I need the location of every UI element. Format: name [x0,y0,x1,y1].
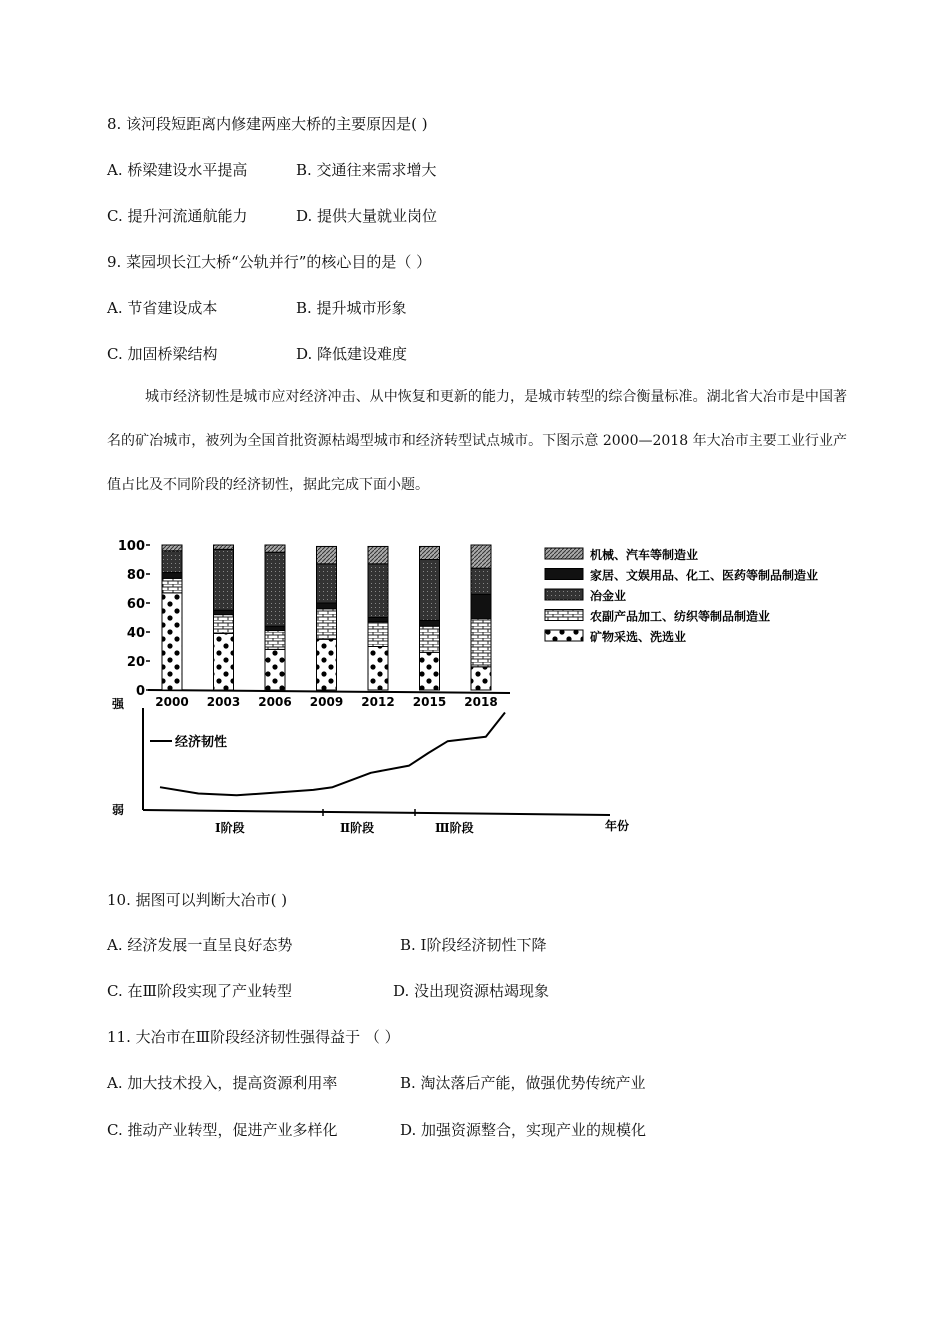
q9-option-b: B. 提升城市形象 [296,299,407,317]
q10-option-c: C. 在Ⅲ阶段实现了产业转型 [107,982,292,1000]
bar-segment-black [162,573,182,579]
y-high-label: 强 [112,697,125,711]
bar-segment-hatch [471,545,491,568]
bar-segment-brick [265,631,285,650]
bar-segment-grey [214,549,234,610]
y-tick-label: 100 [117,539,145,554]
bar-segment-brick [471,619,491,667]
q8-option-d: D. 提供大量就业岗位 [296,207,438,225]
q8-stem: 8. 该河段短距离内修建两座大桥的主要原因是( ) [107,115,428,133]
bar-segment-hatch [317,546,337,563]
resilience-x-axis [143,810,610,815]
legend-swatch [545,630,583,641]
stage-3-label: Ⅲ阶段 [435,821,474,835]
bar-segment-black [265,626,285,630]
bar-segment-hatch [162,545,182,551]
q11-option-c: C. 推动产业转型，促进产业多样化 [107,1121,338,1139]
q11-option-b: B. 淘汰落后产能，做强优势传统产业 [400,1074,646,1092]
bar-segment-brick [214,615,234,634]
x-tick-label: 2000 [155,695,189,709]
q9-option-a: A. 节省建设成本 [107,299,218,317]
y-tick-label: 40 [126,626,145,641]
passage: 城市经济韧性是城市应对经济冲击、从中恢复和更新的能力，是城市转型的综合衡量标准。湖北省大冶市是中国著名的矿冶城市，被列为全国首批资源枯竭型城市和经济转型试点城市。下图示意 2000—2018 年大冶市主要工业行业产值占比及不同阶段的经济韧性，据此完成下面小题。 [107,389,847,493]
legend-label: 家居、文娱用品、化工、医药等制品制造业 [590,568,819,583]
bar-segment-grey [368,564,388,618]
q8-option-b: B. 交通往来需求增大 [296,161,437,179]
bar-segment-grey [471,568,491,594]
bar-segment-grey [317,564,337,603]
bar-segment-grey [265,552,285,626]
bar-segment-black [368,618,388,622]
x-tick-label: 2015 [412,695,447,709]
x-tick-label: 2003 [206,695,241,709]
bar-segment-brick [162,578,182,593]
q8-option-a: A. 桥梁建设水平提高 [107,161,248,179]
q10-option-b: B. Ⅰ阶段经济韧性下降 [400,936,547,954]
legend-label: 矿物采选、洗选业 [590,630,687,644]
x-tick-label: 2012 [361,695,395,709]
q9-stem: 9. 菜园坝长江大桥“公轨并行”的核心目的是（ ） [107,253,432,271]
q8-option-c: C. 提升河流通航能力 [107,207,248,225]
q10-option-a: A. 经济发展一直呈良好态势 [107,936,293,954]
bar-segment-brick [420,626,440,652]
y-tick-label: 0 [135,684,145,699]
bar-segment-dots [162,593,182,690]
bar-segment-dots [265,649,285,690]
legend-swatch [545,610,583,621]
q10-stem: 10. 据图可以判断大冶市( ) [107,891,288,909]
y-tick-label: 60 [126,597,145,612]
y-tick-label: 80 [126,568,145,583]
legend-swatch [545,569,583,580]
bar-segment-black [317,603,337,609]
x-tick-label: 2009 [309,695,344,709]
legend-swatch [545,589,583,600]
bar-segment-hatch [214,545,234,549]
x-tick-label: 2018 [464,695,498,709]
legend-label: 冶金业 [590,589,627,603]
q11-stem: 11. 大冶市在Ⅲ阶段经济韧性强得益于 （ ） [107,1028,400,1046]
q11-option-a: A. 加大技术投入，提高资源利用率 [107,1074,338,1092]
y-tick-label: 20 [126,655,145,670]
x-tick-label: 2006 [258,695,292,709]
bar-segment-grey [162,551,182,573]
bar-segment-dots [420,652,440,690]
industry-resilience-chart [110,530,840,850]
bar-segment-grey [420,560,440,621]
legend-label: 机械、汽车等制造业 [590,548,699,562]
bar-segment-hatch [368,546,388,563]
q9-option-c: C. 加固桥梁结构 [107,345,218,363]
bar-segment-dots [214,633,234,690]
bar-segment-black [471,594,491,619]
stage-1-label: Ⅰ阶段 [215,821,245,835]
q9-option-d: D. 降低建设难度 [296,345,408,363]
y-low-label: 弱 [112,803,125,817]
bar-segment-brick [317,609,337,639]
bar-segment-black [420,620,440,626]
bar-segment-black [214,610,234,614]
bar-segment-hatch [420,546,440,559]
bar-segment-dots [368,647,388,691]
legend-swatch [545,548,583,559]
stage-2-label: Ⅱ阶段 [340,821,375,835]
resilience-legend-label: 经济韧性 [175,735,228,750]
bar-segment-hatch [265,545,285,552]
legend-label: 农副产品加工、纺织等制品制造业 [590,609,771,624]
q10-option-d: D. 没出现资源枯竭现象 [393,982,550,1000]
bar-segment-brick [368,622,388,647]
bar-segment-dots [317,639,337,690]
resilience-curve [160,713,505,796]
x-axis-label: 年份 [605,819,630,833]
bar-segment-dots [471,667,491,690]
q11-option-d: D. 加强资源整合，实现产业的规模化 [400,1121,647,1139]
